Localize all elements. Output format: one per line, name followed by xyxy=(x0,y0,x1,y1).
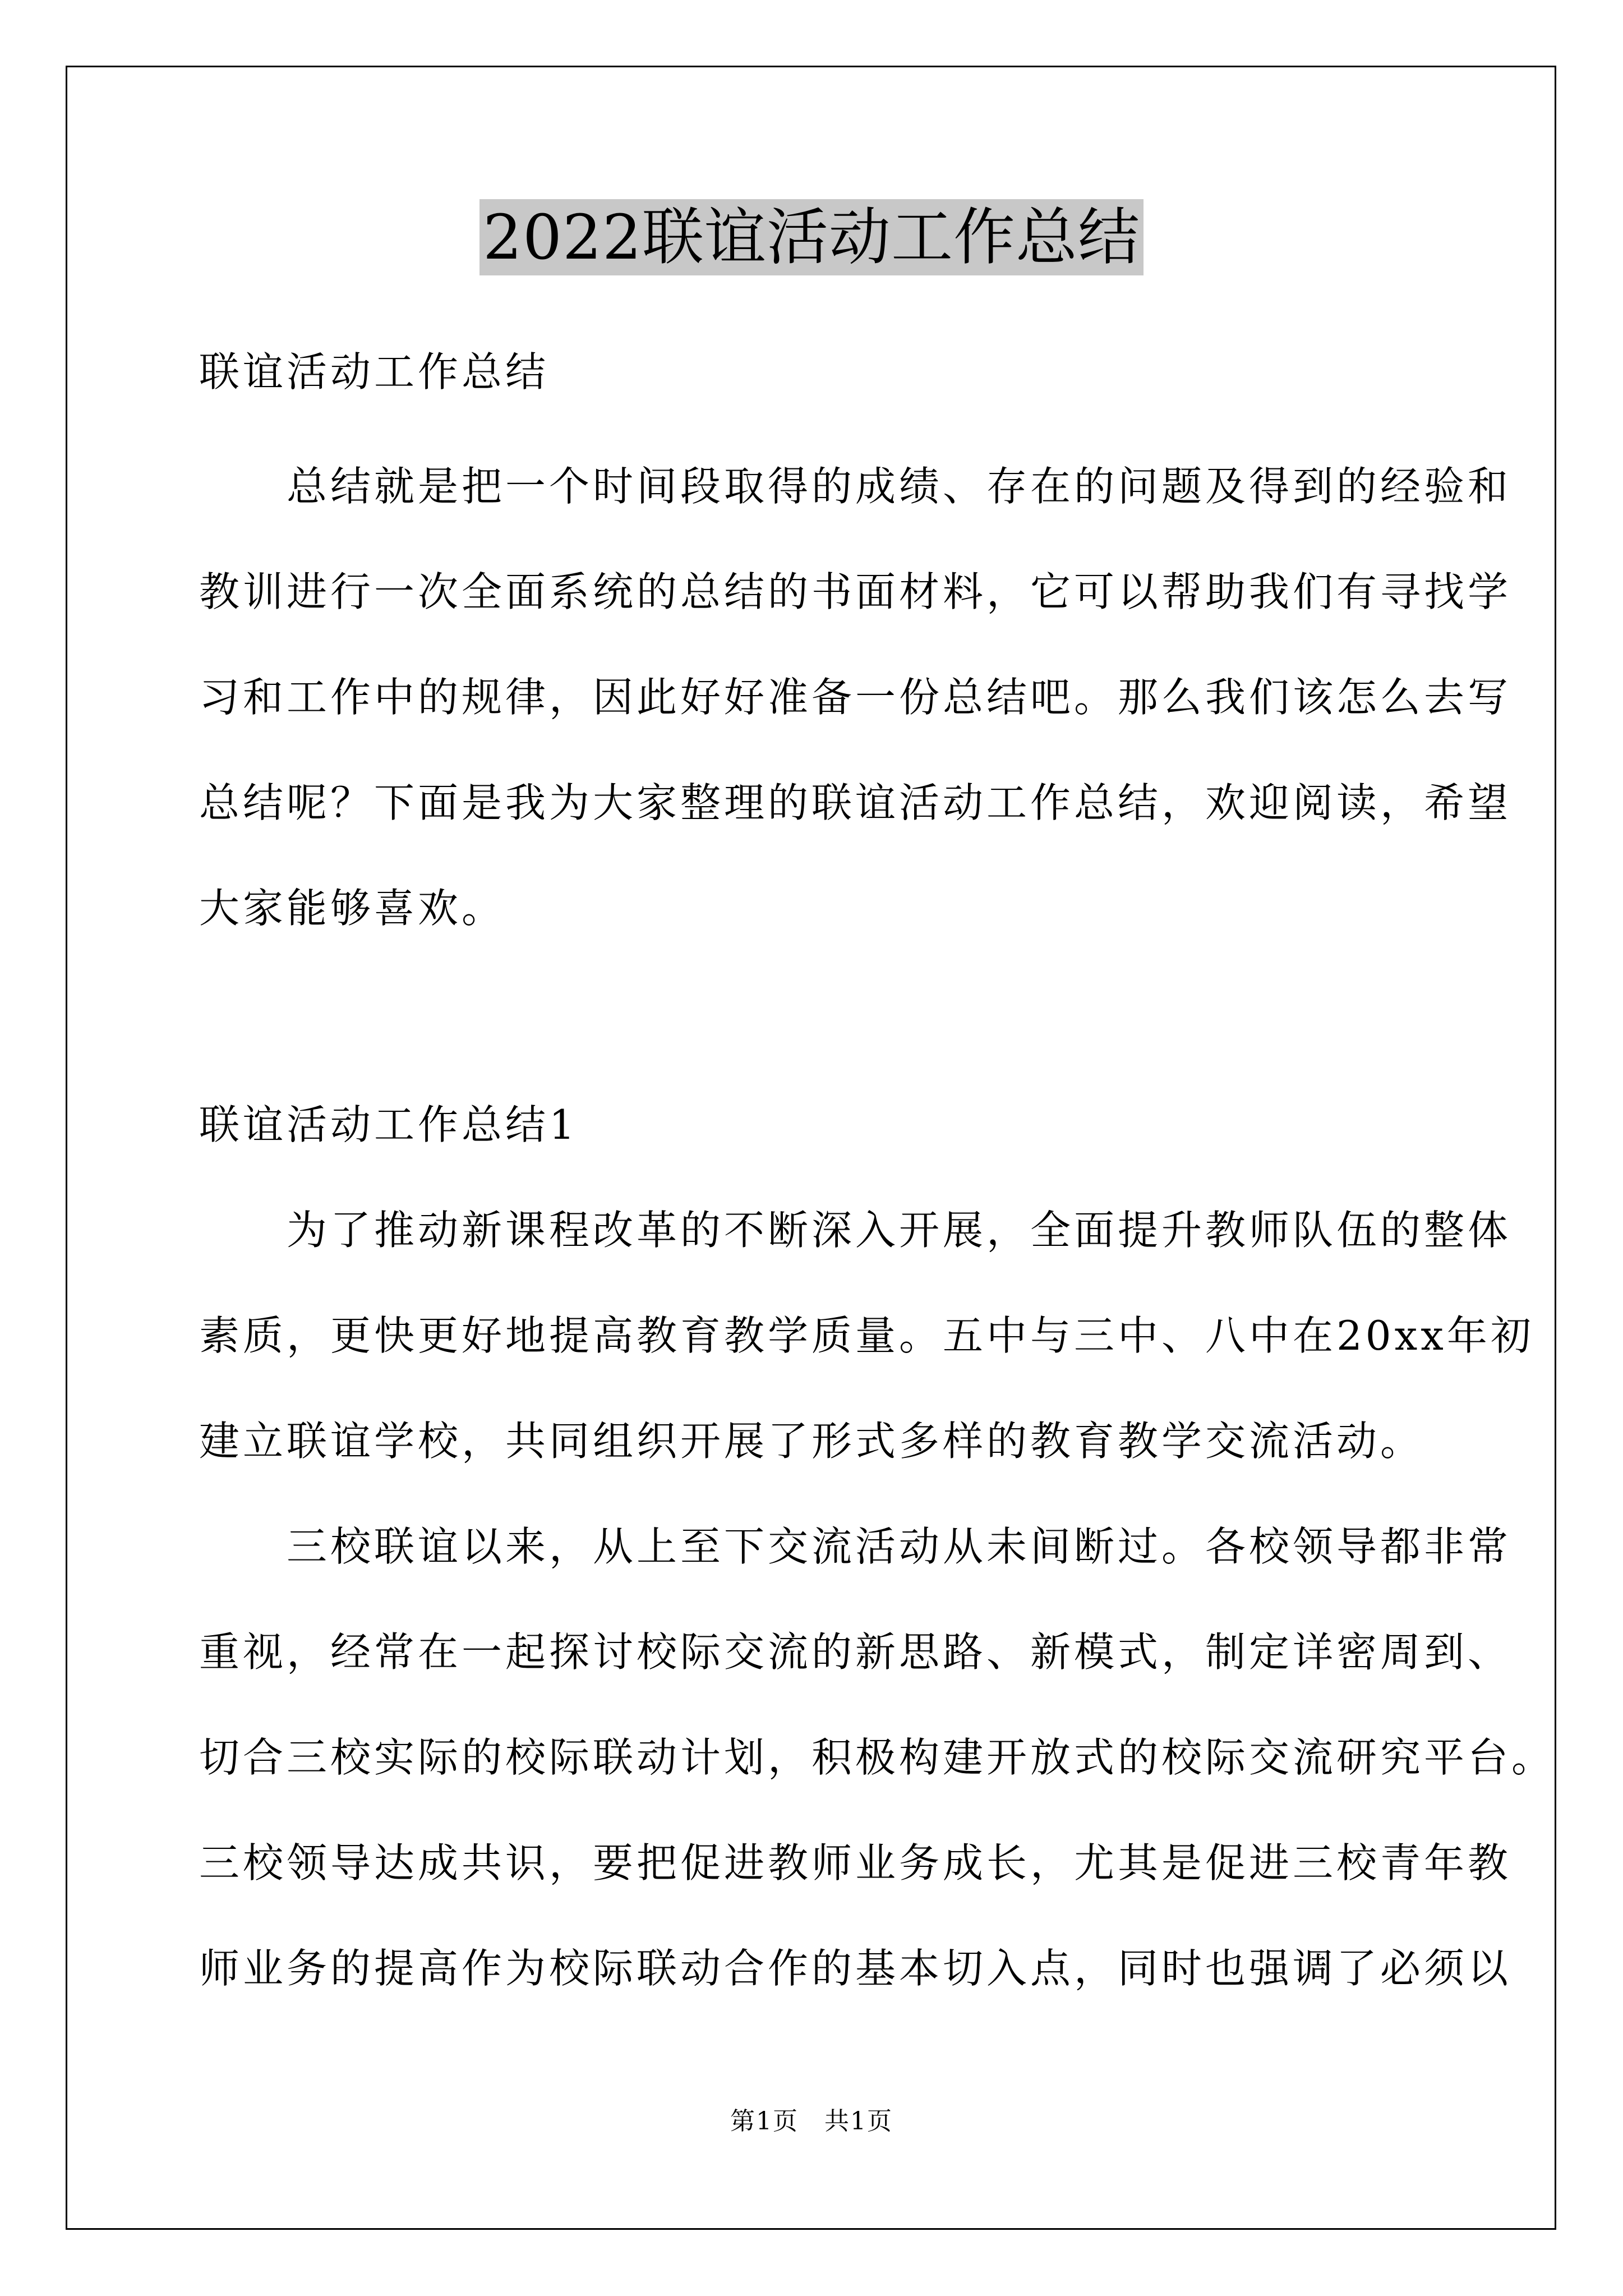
paragraph-line: 建立联谊学校，共同组织开展了形式多样的教育教学交流活动。 xyxy=(199,1418,1424,1465)
paragraph-line: 总结呢？下面是我为大家整理的联谊活动工作总结，欢迎阅读，希望 xyxy=(199,779,1512,826)
paragraph-line: 习和工作中的规律，因此好好准备一份总结吧。那么我们该怎么去写 xyxy=(199,674,1512,721)
document-title: 2022联谊活动工作总结 xyxy=(479,199,1144,275)
page-footer: 第1页 共1页 xyxy=(730,2107,893,2136)
paragraph-line: 总结就是把一个时间段取得的成绩、存在的问题及得到的经验和 xyxy=(199,463,1512,510)
section-heading: 联谊活动工作总结1 xyxy=(199,1101,578,1148)
paragraph-line: 师业务的提高作为校际联动合作的基本切入点，同时也强调了必须以 xyxy=(199,1945,1512,1992)
paragraph-line: 重视，经常在一起探讨校际交流的新思路、新模式，制定详密周到、 xyxy=(199,1628,1512,1676)
paragraph-line: 教训进行一次全面系统的总结的书面材料，它可以帮助我们有寻找学 xyxy=(199,568,1512,615)
paragraph-line: 三校领导达成共识，要把促进教师业务成长，尤其是促进三校青年教 xyxy=(199,1839,1512,1887)
paragraph-line: 素质，更快更好地提高教育教学质量。五中与三中、八中在20xx年初 xyxy=(199,1312,1534,1359)
paragraph-line: 切合三校实际的校际联动计划，积极构建开放式的校际交流研究平台。 xyxy=(199,1734,1556,1781)
title-container xyxy=(0,199,1623,275)
section-heading: 联谊活动工作总结 xyxy=(199,348,550,395)
paragraph-line: 为了推动新课程改革的不断深入开展，全面提升教师队伍的整体 xyxy=(199,1207,1512,1254)
paragraph-line: 三校联谊以来，从上至下交流活动从未间断过。各校领导都非常 xyxy=(199,1523,1512,1570)
paragraph-line: 大家能够喜欢。 xyxy=(199,885,506,932)
